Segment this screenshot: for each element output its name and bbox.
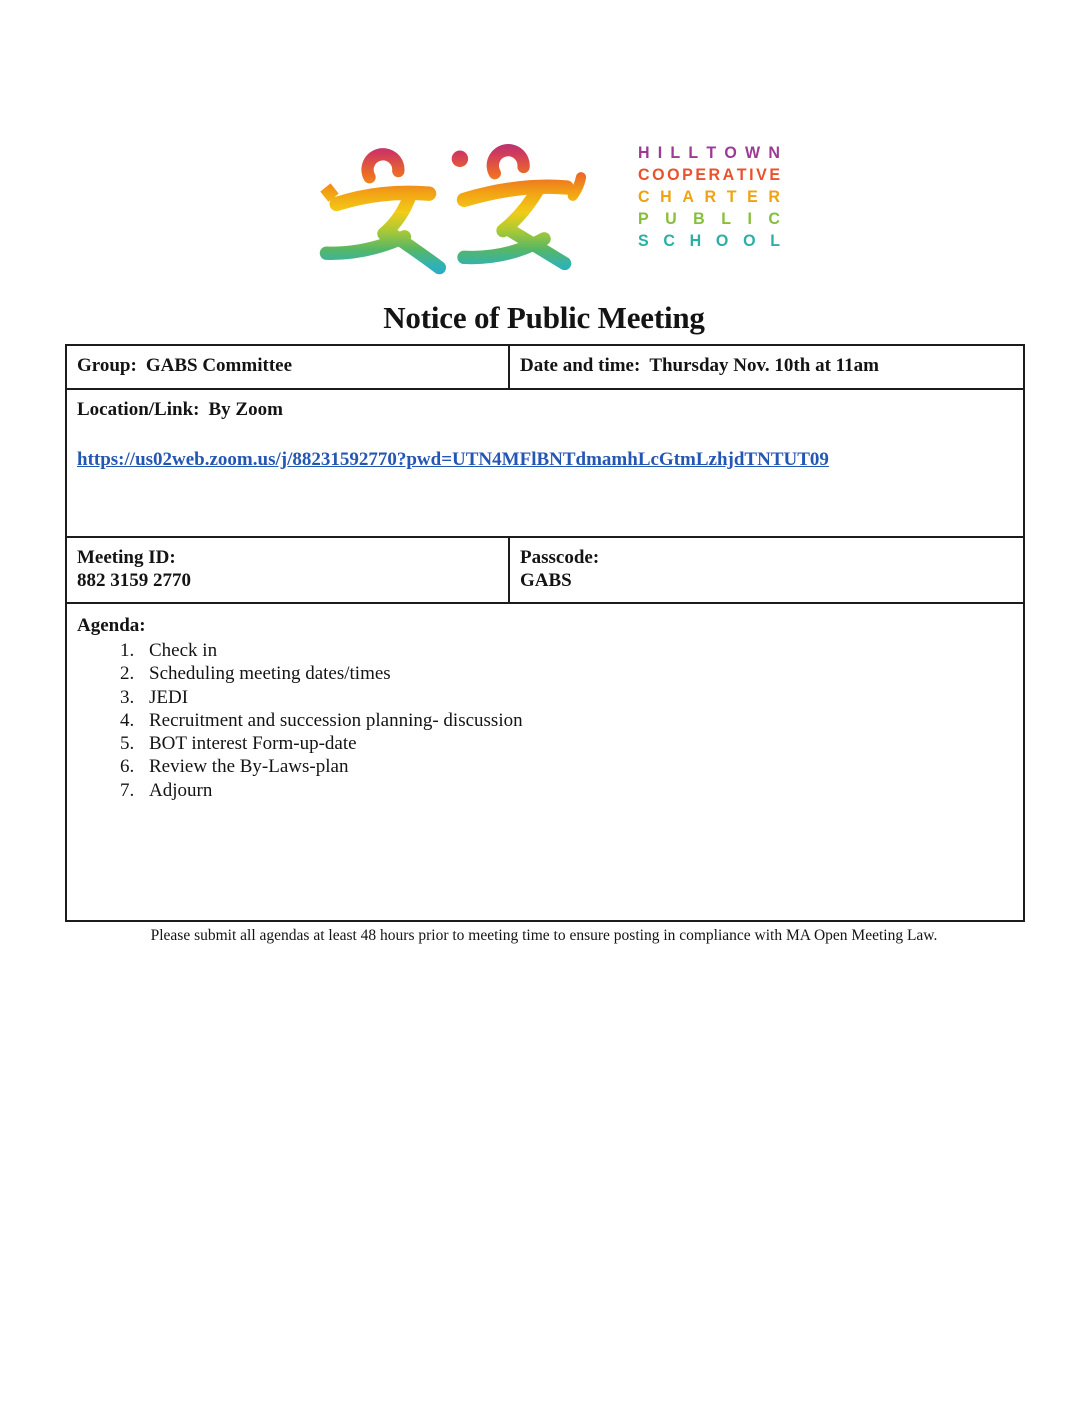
agenda-item: 2. Scheduling meeting dates/times [139, 662, 523, 685]
school-name-line: C O O P E R A T I V E [638, 166, 780, 185]
agenda-item: 1. Check in [139, 639, 523, 662]
passcode-label: Passcode: [520, 547, 600, 568]
datetime-value: Thursday Nov. 10th at 11am [649, 355, 879, 376]
page-title: Notice of Public Meeting [383, 300, 705, 335]
footer-note: Please submit all agendas at least 48 hours prior to meeting time to ensure posting in compliance with MA Open Meeting Law. [150, 927, 938, 944]
school-name-line: P U B L I C [638, 210, 780, 229]
agenda-item: 3. JEDI [139, 686, 523, 709]
agenda-list [77, 639, 523, 802]
meeting-id-value: 882 3159 2770 [77, 570, 191, 591]
table-row [67, 602, 1023, 920]
agenda-item: 5. BOT interest Form-up-date [139, 732, 523, 755]
agenda-item: 4. Recruitment and succession planning- discussion [139, 709, 523, 732]
zoom-meeting-link[interactable]: https://us02web.zoom.us/j/88231592770?pwd=UTN4MFlBNTdmamhLcGtmLzhjdTNTUT09 [77, 449, 829, 470]
agenda-item: 7. Adjourn [139, 779, 523, 802]
group-cell [67, 346, 508, 388]
table-row [67, 388, 1023, 536]
datetime-cell [508, 346, 1023, 388]
meeting-table [65, 344, 1025, 922]
datetime-label: Date and time: [520, 355, 641, 376]
location-cell [67, 390, 839, 536]
school-name-line: C H A R T E R [638, 188, 780, 207]
meeting-id-label: Meeting ID: [77, 547, 176, 568]
school-name-line: H I L L T O W N [638, 144, 780, 163]
group-label: Group: [77, 355, 137, 376]
school-name [638, 126, 780, 250]
group-value: GABS Committee [145, 355, 293, 376]
passcode-cell [508, 538, 1023, 602]
school-logo [310, 126, 790, 291]
passcode-value: GABS [520, 570, 572, 591]
agenda-cell [67, 604, 533, 920]
agenda-label: Agenda: [77, 615, 146, 636]
school-name-line: S C H O O L [638, 232, 780, 251]
table-row [67, 346, 1023, 388]
location-value: By Zoom [208, 399, 283, 420]
location-label: Location/Link: [77, 399, 200, 420]
meeting-id-cell [67, 538, 508, 602]
table-row [67, 536, 1023, 602]
dancing-figures-icon [310, 126, 618, 286]
agenda-item: 6. Review the By-Laws-plan [139, 755, 523, 778]
